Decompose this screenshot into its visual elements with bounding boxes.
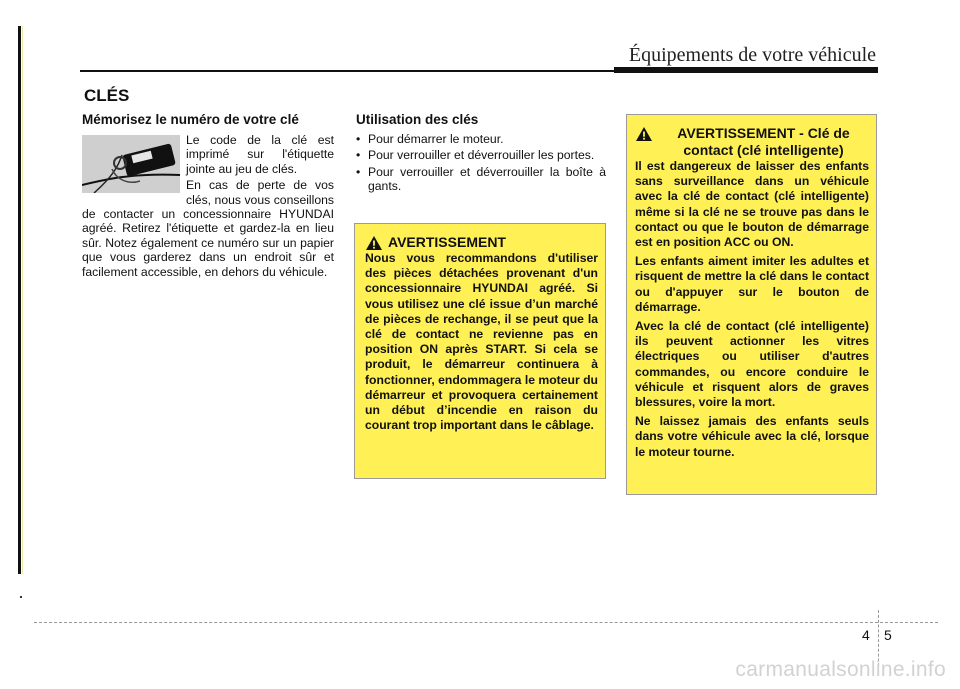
list-item: • Pour démarrer le moteur. [356, 132, 504, 146]
header-band [614, 67, 878, 73]
warning-heading [365, 234, 598, 251]
list-item: • Pour verrouiller et déverrouiller les portes. [356, 148, 595, 163]
bullet-icon: • [356, 132, 361, 146]
warning-paragraph: Les enfants aiment imiter les adultes et risquent de mettre la clé dans le contact ou d'appuyer sur le bouton de démarrage. [635, 254, 869, 314]
page-number: 5 [884, 627, 892, 643]
usage-heading: Utilisation des clés [356, 112, 479, 127]
warning-title: AVERTISSEMENT - Clé de contact (clé intelligente) [677, 125, 850, 158]
page-edge-bar [18, 26, 21, 574]
warning-box-children [626, 114, 877, 495]
memorize-paragraph-1: Le code de la clé est imprimé sur l'étiquette jointe au jeu de clés. [186, 133, 334, 176]
chapter-title: Équipements de votre véhicule [628, 44, 876, 66]
list-item: • Pour verrouiller et déverrouiller la boîte à gants. [356, 164, 606, 194]
bullet-icon: • [356, 164, 361, 179]
memorize-heading: Mémorisez le numéro de votre clé [82, 112, 299, 127]
chapter-number: 4 [862, 627, 870, 643]
memorize-column [82, 112, 334, 281]
warning-paragraph: Avec la clé de contact (clé intelligente) ils peuvent actionner les vitres électriques ou utiliser d'autres commandes, ou encore conduire le véhicule et risquent alors de graves blessures, voire la mort. [635, 319, 869, 410]
page-edge-shadow [22, 26, 23, 574]
watermark: carmanualsonline.info [735, 658, 946, 681]
header-rule [80, 70, 614, 72]
usage-list [356, 132, 606, 194]
warning-paragraph: Ne laissez jamais des enfants seuls dans votre véhicule avec la clé, lorsque le moteur tourne. [635, 414, 869, 459]
warning-triangle-icon [635, 126, 653, 142]
warning-title: AVERTISSEMENT [388, 234, 506, 250]
memorize-paragraph-2: En cas de perte de vos clés, nous vous conseillons de contacter un concessionnaire HYUNDAI agréé. Retirez l'étiquette et gardez-la en lieu sûr. Notez également ce numéro sur un papier que vous garderez dans un endroit sûr et facilement accessible, en dehors du véhicule. [82, 178, 334, 279]
print-mark [20, 596, 22, 598]
warning-triangle-icon [365, 235, 383, 251]
warning-text: Nous vous recommandons d'utiliser des pièces détachées provenant d'un concessionnaire HYUNDAI agréé. Si vous utilisez une clé issue d’un marché de pièces de rechange, il se peut que la clé de contact ne revienne pas en position ON après START. Si cela se produit, le démarreur continuera à fonctionner, endommagera le moteur du démarreur et provoquera certainement un début d’incendie en raison du courant trop important dans le câblage. [365, 251, 598, 433]
footer-rule [34, 622, 938, 623]
usage-column [356, 112, 606, 196]
warning-paragraph: Il est dangereux de laisser des enfants sans surveillance dans un véhicule avec la clé de contact (clé intelligente) même si la clé ne se trouve pas dans le contact ou que le bouton de démarrage est en position ACC ou ON. [635, 159, 869, 250]
key-tag-illustration [82, 135, 180, 193]
warning-box-parts [354, 223, 606, 479]
bullet-icon: • [356, 148, 361, 163]
section-title: CLÉS [84, 86, 130, 105]
warning-heading [635, 125, 869, 159]
